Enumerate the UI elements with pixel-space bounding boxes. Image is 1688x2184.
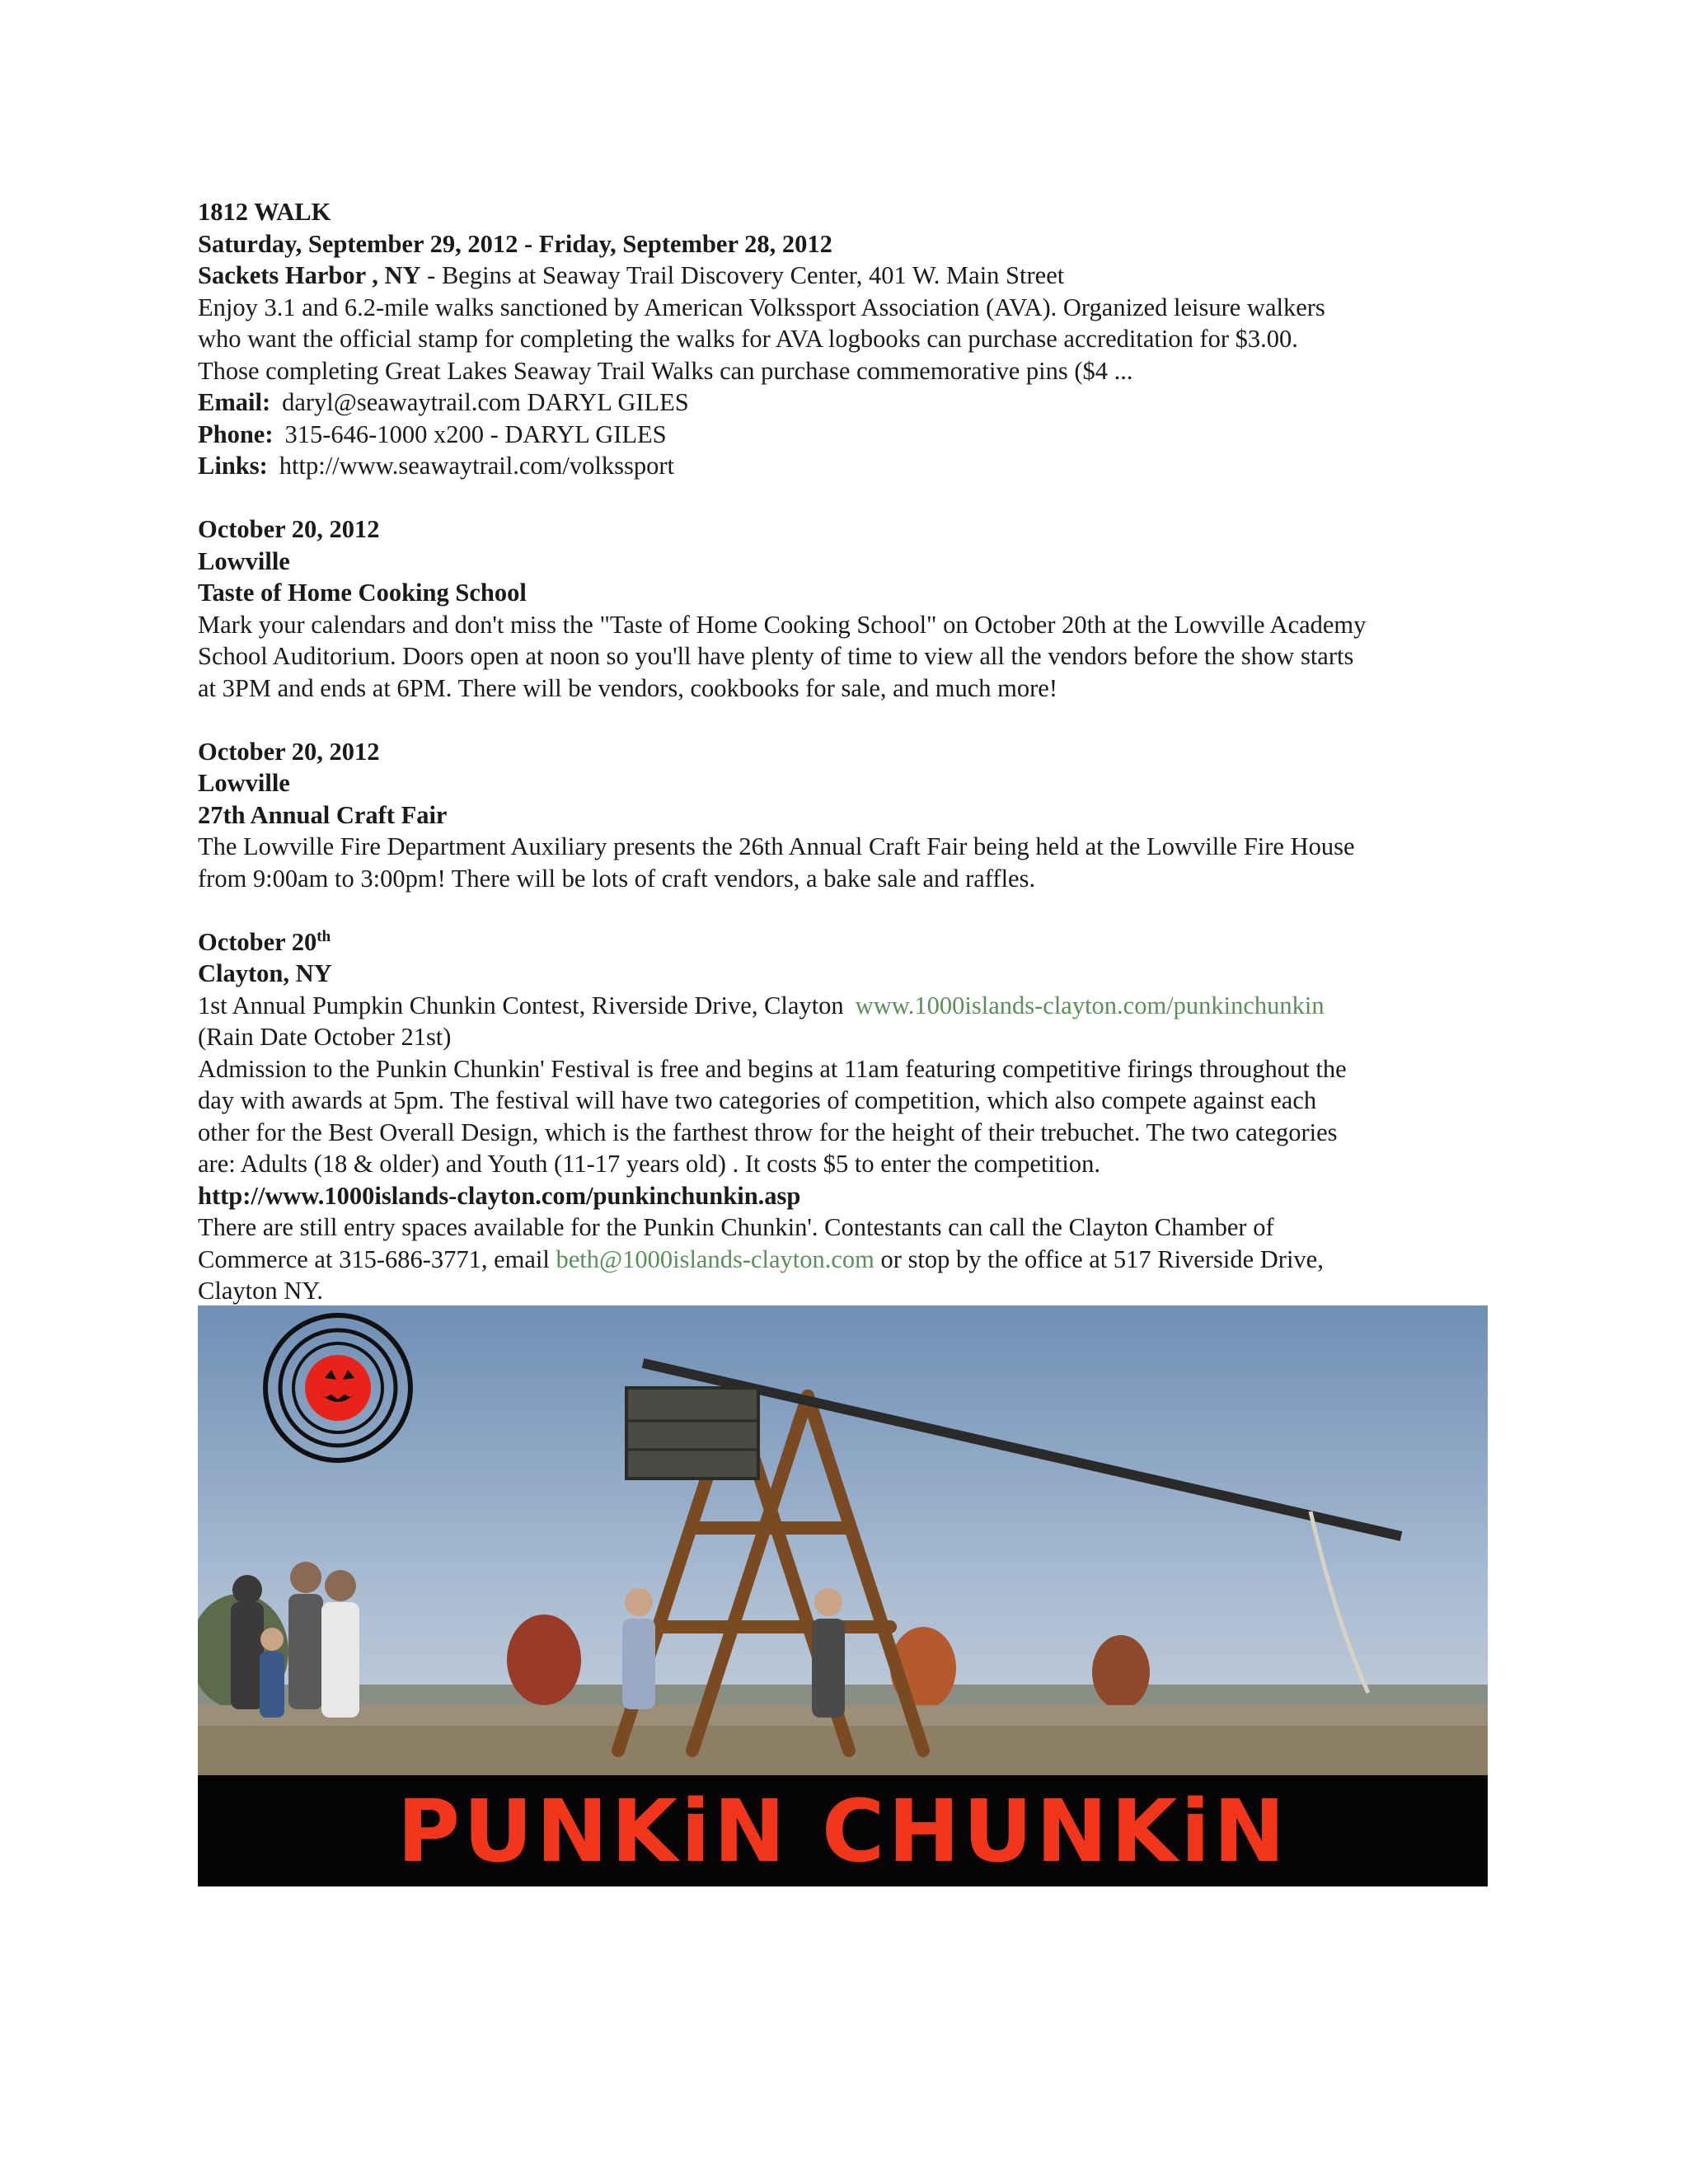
email-value[interactable]: daryl@seawaytrail.com DARYL GILES [282,388,689,416]
event1-desc-1: Enjoy 3.1 and 6.2-mile walks sanctioned by American Volkssport Association (AVA). Organized leisure walkers [198,293,1325,321]
event3-desc-1: The Lowville Fire Department Auxiliary presents the 26th Annual Craft Fair being held at the Lowville Fire House [198,832,1355,860]
event4-entry-3: Clayton NY. [198,1277,323,1305]
event1-location-detail: - Begins at Seaway Trail Discovery Center, 401 W. Main Street [420,261,1065,289]
event1-links-line [198,450,1492,482]
event3-date: October 20, 2012 [198,737,380,766]
event4-entry-email[interactable]: beth@1000islands-clayton.com [556,1244,874,1273]
event3-desc-2: from 9:00am to 3:00pm! There will be lots of craft vendors, a bake sale and raffles. [198,864,1036,893]
event2-date: October 20, 2012 [198,515,380,543]
trebuchet-illustration [198,1305,1488,1775]
event4-contest-link[interactable]: www.1000islands-clayton.com/punkinchunkin [855,991,1325,1019]
event4-entry-2 [198,1244,1492,1276]
event1-location: Sackets Harbor , NY [198,261,421,289]
event1-title: 1812 WALK [198,198,331,226]
phone-label: Phone: [198,419,274,448]
event4-desc-1: Admission to the Punkin Chunkin' Festival is free and begins at 11am featuring competitive firings throughout the [198,1054,1347,1083]
event4-entry-1: There are still entry spaces available for the Punkin Chunkin'. Contestants can call the Clayton Chamber of [198,1213,1274,1241]
event4-desc-4: are: Adults (18 & older) and Youth (11-17 years old) . It costs $5 to enter the competition. [198,1150,1100,1178]
event3-title: 27th Annual Craft Fair [198,800,448,829]
event4-url[interactable]: http://www.1000islands-clayton.com/punkinchunkin.asp [198,1181,801,1210]
links-label: Links: [198,452,268,480]
event4-desc-3: other for the Best Overall Design, which is the farthest throw for the height of their trebuchet. The two categories [198,1118,1338,1146]
event1-dates: Saturday, September 29, 2012 - Friday, September 28, 2012 [198,229,832,258]
event4-desc-2: day with awards at 5pm. The festival will have two categories of competition, which also compete against each [198,1086,1317,1114]
phone-value: 315-646-1000 x200 - DARYL GILES [284,419,667,448]
event4-entry-2b: or stop by the office at 517 Riverside Drive, [874,1244,1324,1273]
punkin-chunkin-banner [198,1775,1488,1886]
event1-phone-line [198,419,1492,451]
event3-town: Lowville [198,769,290,797]
event1-email-line [198,387,1492,419]
event1-location-line [198,260,1492,292]
event4-date-sup: th [316,927,331,945]
links-value[interactable]: http://www.seawaytrail.com/volkssport [279,452,674,480]
event-listings [198,196,1492,1307]
punkin-chunkin-photo [198,1305,1488,1886]
event4-contest-text: 1st Annual Pumpkin Chunkin Contest, Riverside Drive, Clayton [198,991,844,1019]
event4-date [198,926,1492,958]
event4-date-text: October 20 [198,927,317,956]
event2-title: Taste of Home Cooking School [198,579,527,607]
banner-text: PUNKiN CHUNKiN [396,1780,1289,1882]
event4-contest-line [198,990,1492,1022]
event4-rain-date: (Rain Date October 21st) [198,1023,452,1051]
event1-desc-2: who want the official stamp for completing the walks for AVA logbooks can purchase accreditation for $3.00. [198,325,1298,353]
event2-desc-3: at 3PM and ends at 6PM. There will be vendors, cookbooks for sale, and much more! [198,673,1058,702]
event2-desc-1: Mark your calendars and don't miss the "Taste of Home Cooking School" on October 20th at the Lowville Academy [198,610,1367,639]
event2-desc-2: School Auditorium. Doors open at noon so you'll have plenty of time to view all the vendors before the show starts [198,642,1354,670]
event2-town: Lowville [198,546,290,575]
event4-entry-2a: Commerce at 315-686-3771, email [198,1244,556,1273]
event4-town: Clayton, NY [198,959,332,987]
event1-desc-3: Those completing Great Lakes Seaway Trail Walks can purchase commemorative pins ($4 ... [198,356,1133,385]
email-label: Email: [198,388,271,416]
